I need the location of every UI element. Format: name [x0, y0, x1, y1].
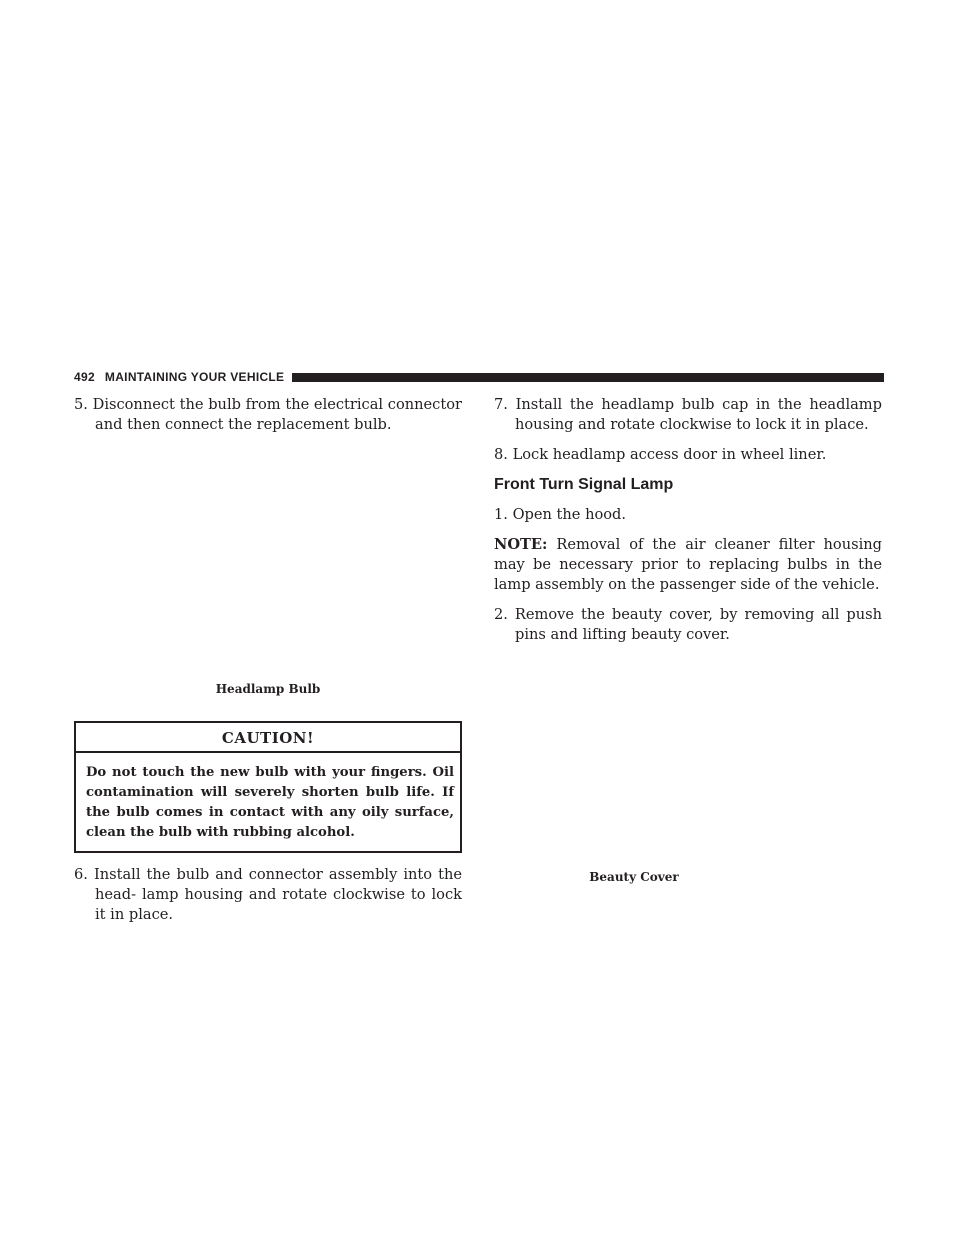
header-rule	[292, 373, 884, 382]
caution-body: Do not touch the new bulb with your fingers. Oil contamination will severely shorten bulb life. If the bulb comes in contact with any oily surface, clean the bulb with rubbing alcohol.	[86, 765, 454, 840]
left-column	[74, 395, 462, 935]
step-6: 6. Install the bulb and connector assembly into the head- lamp housing and rotate clockwise to lock it in place.	[74, 866, 462, 923]
note-paragraph	[494, 535, 882, 595]
caution-box	[74, 721, 462, 853]
page-number: 492	[74, 370, 95, 384]
beauty-cover-figure	[494, 655, 882, 869]
step-8: 8. Lock headlamp access door in wheel liner.	[494, 446, 827, 463]
section-heading: Front Turn Signal Lamp	[494, 476, 674, 493]
right-column	[494, 395, 882, 909]
step-1: 1. Open the hood.	[494, 506, 627, 523]
headlamp-bulb-caption: Headlamp Bulb	[215, 682, 321, 696]
page-header	[74, 369, 884, 385]
step-5: 5. Disconnect the bulb from the electrical connector and then connect the replacement bulb.	[74, 396, 462, 433]
headlamp-bulb-figure	[74, 445, 462, 681]
caution-title: CAUTION!	[76, 723, 460, 753]
step-2: 2. Remove the beauty cover, by removing all push pins and lifting beauty cover.	[494, 606, 882, 643]
beauty-cover-caption: Beauty Cover	[589, 870, 679, 884]
note-text: Removal of the air cleaner filter housing may be necessary prior to replacing bulbs in the lamp assembly on the passenger side of the vehicle.	[494, 536, 882, 593]
step-7: 7. Install the headlamp bulb cap in the headlamp housing and rotate clockwise to lock it in place.	[494, 396, 882, 433]
note-label: NOTE:	[494, 536, 548, 553]
section-title: MAINTAINING YOUR VEHICLE	[104, 370, 285, 384]
